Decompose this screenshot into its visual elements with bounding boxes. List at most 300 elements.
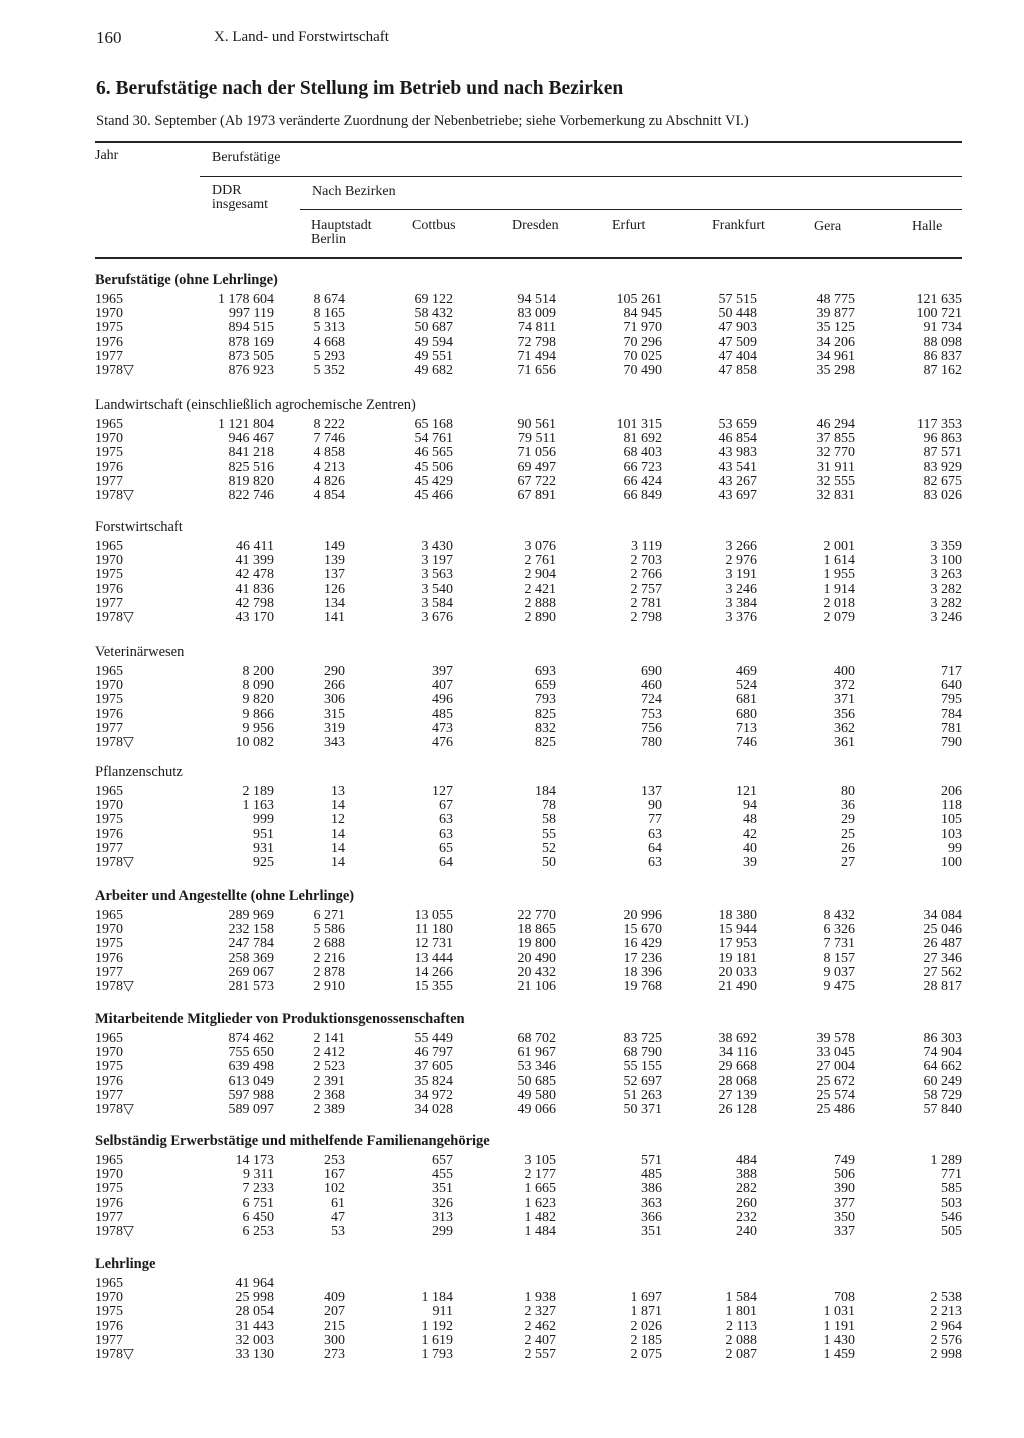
value-cell-halle: 717 [941, 664, 962, 679]
year-cell: 1977 [95, 1332, 123, 1348]
table-row [0, 966, 1024, 980]
value-cell-erfurt: 70 025 [623, 348, 662, 364]
value-cell-dresden: 74 811 [518, 320, 556, 336]
value-cell-gera: 350 [834, 1209, 855, 1225]
value-cell-gera: 390 [834, 1181, 855, 1197]
value-cell-halle: 103 [941, 826, 962, 842]
value-cell-frankfurt: 21 490 [718, 979, 757, 994]
value-cell-frankfurt: 2 088 [725, 1332, 757, 1348]
section-title: Veterinärwesen [95, 644, 185, 660]
value-cell-cottbus: 397 [432, 664, 453, 679]
value-cell-ddr-insgesamt: 6 450 [242, 1209, 274, 1225]
year-cell: 1975 [95, 445, 123, 461]
value-cell-berlin: 5 313 [313, 320, 345, 336]
value-cell-halle: 27 562 [923, 964, 962, 980]
value-cell-ddr-insgesamt: 597 988 [228, 1087, 274, 1103]
value-cell-cottbus: 46 565 [414, 445, 453, 461]
table-row [0, 1197, 1024, 1211]
value-cell-erfurt: 2 798 [630, 610, 662, 625]
value-cell-frankfurt: 746 [736, 735, 757, 750]
value-cell-halle: 795 [941, 692, 962, 708]
value-cell-gera: 9 475 [823, 979, 855, 994]
value-cell-berlin: 139 [324, 553, 345, 569]
value-cell-gera: 48 775 [816, 292, 855, 307]
value-cell-cottbus: 3 197 [421, 553, 453, 569]
value-cell-ddr-insgesamt: 9 866 [242, 706, 274, 722]
page-number: 160 [96, 28, 122, 47]
value-cell-gera: 6 326 [823, 922, 855, 938]
year-cell: 1965 [95, 908, 123, 923]
value-cell-halle: 2 998 [930, 1347, 962, 1362]
value-cell-erfurt: 351 [641, 1224, 662, 1239]
value-cell-dresden: 2 407 [524, 1332, 556, 1348]
value-cell-dresden: 55 [542, 826, 556, 842]
value-cell-gera: 32 831 [816, 488, 855, 503]
value-cell-erfurt: 17 236 [623, 950, 662, 966]
year-cell: 1977 [95, 720, 123, 736]
value-cell-frankfurt: 484 [736, 1153, 757, 1168]
value-cell-frankfurt: 1 801 [725, 1304, 757, 1320]
value-cell-frankfurt: 260 [736, 1195, 757, 1211]
value-cell-erfurt: 2 026 [630, 1318, 662, 1334]
value-cell-erfurt: 84 945 [623, 306, 662, 322]
value-cell-berlin: 207 [324, 1304, 345, 1320]
year-cell: 1965 [95, 1153, 123, 1168]
value-cell-gera: 1 191 [823, 1318, 855, 1334]
value-cell-berlin: 13 [331, 784, 345, 799]
value-cell-dresden: 83 009 [517, 306, 556, 322]
table-row [0, 1277, 1024, 1291]
value-cell-cottbus: 326 [432, 1195, 453, 1211]
value-cell-ddr-insgesamt: 8 200 [242, 664, 274, 679]
value-cell-halle: 3 100 [930, 553, 962, 569]
value-cell-cottbus: 37 605 [414, 1059, 453, 1075]
value-cell-halle: 91 734 [923, 320, 962, 336]
header-nach-bezirken: Nach Bezirken [312, 184, 396, 199]
value-cell-frankfurt: 46 854 [718, 431, 757, 447]
table-row [0, 1075, 1024, 1089]
value-cell-gera: 27 [841, 855, 855, 870]
value-cell-erfurt: 1 697 [630, 1290, 662, 1306]
value-cell-gera: 1 614 [823, 553, 855, 569]
value-cell-ddr-insgesamt: 639 498 [228, 1059, 274, 1075]
value-cell-berlin: 2 216 [313, 950, 345, 966]
section-title: Lehrlinge [95, 1256, 156, 1272]
year-cell: 1965 [95, 664, 123, 679]
value-cell-berlin: 167 [324, 1167, 345, 1183]
value-cell-erfurt: 16 429 [623, 936, 662, 952]
value-cell-cottbus: 1 793 [421, 1347, 453, 1362]
value-cell-cottbus: 351 [432, 1181, 453, 1197]
section-title: Berufstätige (ohne Lehrlinge) [95, 272, 278, 288]
header-dresden: Dresden [512, 218, 559, 233]
value-cell-cottbus: 34 028 [414, 1102, 453, 1117]
value-cell-gera: 356 [834, 706, 855, 722]
value-cell-dresden: 18 865 [517, 922, 556, 938]
value-cell-frankfurt: 48 [743, 812, 757, 828]
value-cell-erfurt: 70 490 [623, 363, 662, 378]
table-row [0, 1211, 1024, 1225]
value-cell-halle: 27 346 [923, 950, 962, 966]
value-cell-gera: 1 430 [823, 1332, 855, 1348]
year-cell: 1978▽ [95, 855, 134, 870]
value-cell-erfurt: 137 [641, 784, 662, 799]
value-cell-halle: 3 282 [930, 581, 962, 597]
value-cell-berlin: 8 222 [313, 417, 345, 432]
table-row [0, 1182, 1024, 1196]
value-cell-cottbus: 49 551 [414, 348, 453, 364]
year-cell: 1978▽ [95, 610, 134, 625]
value-cell-frankfurt: 3 191 [725, 567, 757, 583]
table-row [0, 1032, 1024, 1046]
value-cell-halle: 121 635 [916, 292, 962, 307]
value-cell-frankfurt: 38 692 [718, 1031, 757, 1046]
value-cell-frankfurt: 53 659 [718, 417, 757, 432]
value-cell-erfurt: 386 [641, 1181, 662, 1197]
value-cell-frankfurt: 34 116 [719, 1045, 757, 1061]
value-cell-halle: 86 303 [923, 1031, 962, 1046]
value-cell-frankfurt: 2 976 [725, 553, 757, 569]
value-cell-frankfurt: 681 [736, 692, 757, 708]
table-row [0, 554, 1024, 568]
value-cell-dresden: 3 105 [524, 1153, 556, 1168]
value-cell-dresden: 832 [535, 720, 556, 736]
year-cell: 1965 [95, 784, 123, 799]
value-cell-halle: 117 353 [917, 417, 962, 432]
value-cell-cottbus: 63 [439, 812, 453, 828]
table-row [0, 350, 1024, 364]
value-cell-dresden: 68 702 [517, 1031, 556, 1046]
value-cell-ddr-insgesamt: 41 836 [235, 581, 274, 597]
value-cell-gera: 377 [834, 1195, 855, 1211]
value-cell-erfurt: 18 396 [623, 964, 662, 980]
value-cell-cottbus: 58 432 [414, 306, 453, 322]
value-cell-erfurt: 19 768 [623, 979, 662, 994]
value-cell-berlin: 2 412 [313, 1045, 345, 1061]
value-cell-berlin: 14 [331, 826, 345, 842]
value-cell-erfurt: 63 [648, 855, 662, 870]
table-row [0, 980, 1024, 994]
section-title: Arbeiter und Angestellte (ohne Lehrlinge) [95, 888, 355, 904]
value-cell-ddr-insgesamt: 28 054 [235, 1304, 274, 1320]
value-cell-gera: 371 [834, 692, 855, 708]
header-insgesamt: insgesamt [212, 197, 268, 212]
header-bottom-rule [95, 257, 962, 259]
value-cell-ddr-insgesamt: 876 923 [228, 363, 274, 378]
value-cell-ddr-insgesamt: 819 820 [228, 473, 274, 489]
value-cell-erfurt: 2 757 [630, 581, 662, 597]
value-cell-halle: 83 026 [923, 488, 962, 503]
year-cell: 1976 [95, 1073, 123, 1089]
value-cell-gera: 32 770 [816, 445, 855, 461]
value-cell-dresden: 49 066 [517, 1102, 556, 1117]
value-cell-halle: 99 [948, 840, 962, 856]
value-cell-cottbus: 3 540 [421, 581, 453, 597]
table-row [0, 813, 1024, 827]
value-cell-halle: 86 837 [923, 348, 962, 364]
value-cell-dresden: 2 761 [524, 553, 556, 569]
value-cell-dresden: 184 [535, 784, 556, 799]
value-cell-gera: 1 031 [823, 1304, 855, 1320]
value-cell-halle: 57 840 [923, 1102, 962, 1117]
table-row [0, 828, 1024, 842]
value-cell-cottbus: 49 682 [414, 363, 453, 378]
value-cell-gera: 2 018 [823, 595, 855, 611]
value-cell-halle: 87 571 [923, 445, 962, 461]
value-cell-frankfurt: 50 448 [718, 306, 757, 322]
value-cell-gera: 25 486 [816, 1102, 855, 1117]
value-cell-frankfurt: 47 903 [718, 320, 757, 336]
value-cell-frankfurt: 2 113 [726, 1318, 757, 1334]
section-title: Selbständig Erwerbstätige und mithelfende Familienangehörige [95, 1133, 490, 1149]
table-row [0, 611, 1024, 625]
value-cell-cottbus: 485 [432, 706, 453, 722]
value-cell-berlin: 5 586 [313, 922, 345, 938]
value-cell-ddr-insgesamt: 46 411 [236, 539, 274, 554]
value-cell-frankfurt: 40 [743, 840, 757, 856]
year-cell: 1975 [95, 812, 123, 828]
table-row [0, 937, 1024, 951]
value-cell-cottbus: 473 [432, 720, 453, 736]
year-cell: 1978▽ [95, 979, 134, 994]
value-cell-berlin: 12 [331, 812, 345, 828]
value-cell-dresden: 94 514 [517, 292, 556, 307]
value-cell-halle: 2 538 [930, 1290, 962, 1306]
value-cell-halle: 784 [941, 706, 962, 722]
value-cell-dresden: 2 904 [524, 567, 556, 583]
value-cell-gera: 506 [834, 1167, 855, 1183]
value-cell-cottbus: 3 676 [421, 610, 453, 625]
value-cell-erfurt: 15 670 [623, 922, 662, 938]
table-row [0, 1320, 1024, 1334]
value-cell-dresden: 793 [535, 692, 556, 708]
value-cell-berlin: 4 858 [313, 445, 345, 461]
value-cell-halle: 96 863 [923, 431, 962, 447]
header-berlin: Berlin [311, 232, 346, 247]
value-cell-ddr-insgesamt: 878 169 [228, 334, 274, 350]
value-cell-erfurt: 66 424 [623, 473, 662, 489]
table-row [0, 722, 1024, 736]
value-cell-dresden: 67 722 [517, 473, 556, 489]
table-row [0, 785, 1024, 799]
value-cell-ddr-insgesamt: 9 311 [243, 1167, 274, 1183]
value-cell-gera: 35 298 [816, 363, 855, 378]
value-cell-cottbus: 1 192 [421, 1318, 453, 1334]
value-cell-dresden: 50 685 [517, 1073, 556, 1089]
table-row [0, 1154, 1024, 1168]
value-cell-halle: 58 729 [923, 1087, 962, 1103]
table-row [0, 418, 1024, 432]
value-cell-ddr-insgesamt: 946 467 [228, 431, 274, 447]
year-cell: 1978▽ [95, 363, 134, 378]
value-cell-ddr-insgesamt: 999 [253, 812, 274, 828]
table-subtitle: Stand 30. September (Ab 1973 veränderte Zuordnung der Nebenbetriebe; siehe Vorbemerkung zu Abschnitt VI.) [96, 113, 749, 129]
value-cell-ddr-insgesamt: 33 130 [235, 1347, 274, 1362]
value-cell-berlin: 409 [324, 1290, 345, 1306]
value-cell-dresden: 49 580 [517, 1087, 556, 1103]
value-cell-erfurt: 1 871 [630, 1304, 662, 1320]
value-cell-cottbus: 63 [439, 826, 453, 842]
value-cell-frankfurt: 121 [736, 784, 757, 799]
value-cell-halle: 781 [941, 720, 962, 736]
year-cell: 1970 [95, 431, 123, 447]
value-cell-berlin: 4 668 [313, 334, 345, 350]
value-cell-ddr-insgesamt: 1 178 604 [218, 292, 274, 307]
value-cell-dresden: 693 [535, 664, 556, 679]
year-cell: 1978▽ [95, 1347, 134, 1362]
value-cell-dresden: 22 770 [517, 908, 556, 923]
value-cell-erfurt: 571 [641, 1153, 662, 1168]
value-cell-gera: 361 [834, 735, 855, 750]
value-cell-dresden: 50 [542, 855, 556, 870]
value-cell-frankfurt: 26 128 [718, 1102, 757, 1117]
value-cell-dresden: 659 [535, 678, 556, 694]
value-cell-halle: 206 [941, 784, 962, 799]
value-cell-frankfurt: 43 983 [718, 445, 757, 461]
table-row [0, 583, 1024, 597]
value-cell-ddr-insgesamt: 281 573 [228, 979, 274, 994]
value-cell-ddr-insgesamt: 41 964 [235, 1276, 274, 1291]
value-cell-ddr-insgesamt: 247 784 [228, 936, 274, 952]
value-cell-frankfurt: 20 033 [718, 964, 757, 980]
table-row [0, 597, 1024, 611]
table-row [0, 799, 1024, 813]
value-cell-dresden: 90 561 [517, 417, 556, 432]
value-cell-frankfurt: 17 953 [718, 936, 757, 952]
value-cell-cottbus: 50 687 [414, 320, 453, 336]
value-cell-halle: 60 249 [923, 1073, 962, 1089]
value-cell-dresden: 2 462 [524, 1318, 556, 1334]
table-row [0, 568, 1024, 582]
value-cell-ddr-insgesamt: 31 443 [235, 1318, 274, 1334]
value-cell-ddr-insgesamt: 269 067 [228, 964, 274, 980]
value-cell-halle: 3 263 [930, 567, 962, 583]
chapter-title: X. Land- und Forstwirtschaft [214, 29, 389, 45]
value-cell-cottbus: 299 [432, 1224, 453, 1239]
value-cell-halle: 585 [941, 1181, 962, 1197]
value-cell-halle: 87 162 [923, 363, 962, 378]
value-cell-ddr-insgesamt: 894 515 [228, 320, 274, 336]
value-cell-dresden: 58 [542, 812, 556, 828]
value-cell-dresden: 71 056 [517, 445, 556, 461]
value-cell-berlin: 319 [324, 720, 345, 736]
value-cell-halle: 64 662 [923, 1059, 962, 1075]
value-cell-erfurt: 3 119 [631, 539, 662, 554]
value-cell-gera: 34 961 [816, 348, 855, 364]
value-cell-erfurt: 2 766 [630, 567, 662, 583]
value-cell-gera: 9 037 [823, 964, 855, 980]
value-cell-ddr-insgesamt: 8 090 [242, 678, 274, 694]
section-title: Mitarbeitende Mitglieder von Produktionsgenossenschaften [95, 1011, 465, 1027]
value-cell-halle: 83 929 [923, 459, 962, 475]
value-cell-erfurt: 460 [641, 678, 662, 694]
value-cell-ddr-insgesamt: 613 049 [228, 1073, 274, 1089]
value-cell-halle: 503 [941, 1195, 962, 1211]
section-title: Landwirtschaft (einschließlich agrochemische Zentren) [95, 397, 416, 413]
value-cell-gera: 29 [841, 812, 855, 828]
value-cell-ddr-insgesamt: 951 [253, 826, 274, 842]
value-cell-erfurt: 71 970 [623, 320, 662, 336]
value-cell-dresden: 1 665 [524, 1181, 556, 1197]
value-cell-cottbus: 67 [439, 798, 453, 814]
value-cell-gera: 8 432 [823, 908, 855, 923]
value-cell-cottbus: 455 [432, 1167, 453, 1183]
value-cell-frankfurt: 388 [736, 1167, 757, 1183]
table-row [0, 952, 1024, 966]
value-cell-cottbus: 55 449 [414, 1031, 453, 1046]
value-cell-frankfurt: 713 [736, 720, 757, 736]
value-cell-ddr-insgesamt: 1 163 [242, 798, 274, 814]
value-cell-berlin: 134 [324, 595, 345, 611]
value-cell-halle: 100 721 [916, 306, 962, 322]
value-cell-erfurt: 753 [641, 706, 662, 722]
value-cell-ddr-insgesamt: 9 820 [242, 692, 274, 708]
value-cell-frankfurt: 28 068 [718, 1073, 757, 1089]
value-cell-berlin: 5 293 [313, 348, 345, 364]
year-cell: 1975 [95, 692, 123, 708]
value-cell-cottbus: 12 731 [414, 936, 453, 952]
value-cell-halle: 2 964 [930, 1318, 962, 1334]
value-cell-cottbus: 1 184 [421, 1290, 453, 1306]
value-cell-halle: 88 098 [923, 334, 962, 350]
year-cell: 1970 [95, 922, 123, 938]
value-cell-frankfurt: 57 515 [718, 292, 757, 307]
value-cell-ddr-insgesamt: 42 478 [235, 567, 274, 583]
value-cell-halle: 25 046 [923, 922, 962, 938]
value-cell-ddr-insgesamt: 41 399 [235, 553, 274, 569]
value-cell-gera: 34 206 [816, 334, 855, 350]
value-cell-gera: 8 157 [823, 950, 855, 966]
value-cell-halle: 2 213 [930, 1304, 962, 1320]
value-cell-cottbus: 476 [432, 735, 453, 750]
table-row [0, 1168, 1024, 1182]
value-cell-berlin: 343 [324, 735, 345, 750]
value-cell-halle: 790 [941, 735, 962, 750]
year-cell: 1977 [95, 964, 123, 980]
value-cell-erfurt: 363 [641, 1195, 662, 1211]
value-cell-frankfurt: 1 584 [725, 1290, 757, 1306]
value-cell-gera: 39 578 [816, 1031, 855, 1046]
value-cell-erfurt: 68 403 [623, 445, 662, 461]
section-title: Pflanzenschutz [95, 764, 183, 780]
header-berufstaetige: Berufstätige [212, 150, 281, 165]
value-cell-erfurt: 81 692 [623, 431, 662, 447]
value-cell-berlin: 126 [324, 581, 345, 597]
value-cell-dresden: 825 [535, 735, 556, 750]
value-cell-erfurt: 366 [641, 1209, 662, 1225]
value-cell-berlin: 141 [324, 610, 345, 625]
value-cell-dresden: 21 106 [517, 979, 556, 994]
value-cell-berlin: 315 [324, 706, 345, 722]
value-cell-berlin: 273 [324, 1347, 345, 1362]
value-cell-cottbus: 13 055 [414, 908, 453, 923]
value-cell-cottbus: 54 761 [414, 431, 453, 447]
value-cell-halle: 3 282 [930, 595, 962, 611]
value-cell-erfurt: 20 996 [623, 908, 662, 923]
value-cell-cottbus: 15 355 [414, 979, 453, 994]
value-cell-ddr-insgesamt: 822 746 [228, 488, 274, 503]
value-cell-gera: 35 125 [816, 320, 855, 336]
year-cell: 1978▽ [95, 1224, 134, 1239]
value-cell-dresden: 2 177 [524, 1167, 556, 1183]
value-cell-cottbus: 65 [439, 840, 453, 856]
value-cell-gera: 36 [841, 798, 855, 814]
value-cell-berlin: 14 [331, 855, 345, 870]
value-cell-cottbus: 14 266 [414, 964, 453, 980]
value-cell-frankfurt: 43 267 [718, 473, 757, 489]
value-cell-halle: 1 289 [930, 1153, 962, 1168]
value-cell-dresden: 67 891 [517, 488, 556, 503]
